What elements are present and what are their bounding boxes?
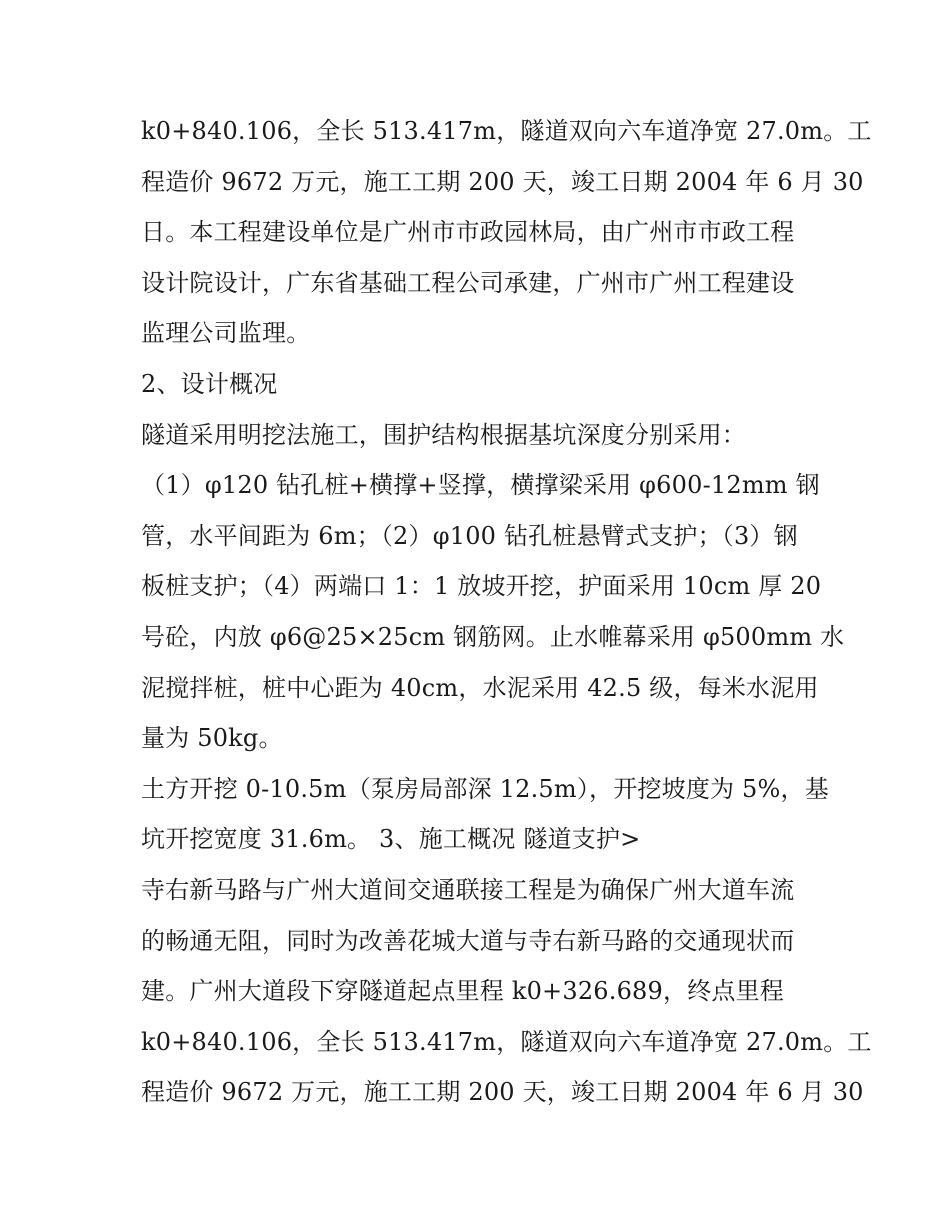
text-line: 建。广州大道段下穿隧道起点里程 k0+326.689，终点里程 bbox=[141, 977, 784, 1005]
text-line: 日。本工程建设单位是广州市市政园林局，由广州市市政工程 bbox=[141, 218, 795, 246]
text-line: 程造价 9672 万元，施工工期 200 天，竣工日期 2004 年 6 月 30 bbox=[141, 1078, 864, 1106]
text-line: 监理公司监理。 bbox=[141, 319, 311, 347]
text-line: 隧道采用明挖法施工，围护结构根据基坑深度分别采用： bbox=[141, 421, 746, 449]
section-heading: 2、设计概况 bbox=[141, 370, 278, 398]
text-line: k0+840.106，全长 513.417m，隧道双向六车道净宽 27.0m。工 bbox=[141, 117, 872, 145]
text-line: 土方开挖 0-10.5m（泵房局部深 12.5m），开挖坡度为 5%，基 bbox=[141, 775, 829, 803]
text-line: 号砼，内放 φ6@25×25cm 钢筋网。止水帷幕采用 φ500mm 水 bbox=[141, 623, 845, 651]
text-line: 板桩支护；（4）两端口 1：1 放坡开挖，护面采用 10cm 厚 20 bbox=[141, 572, 822, 600]
text-line: 管，水平间距为 6m；（2）φ100 钻孔桩悬臂式支护；（3）钢 bbox=[141, 522, 798, 550]
text-line: 寺右新马路与广州大道间交通联接工程是为确保广州大道车流 bbox=[141, 876, 795, 904]
text-line: （1）φ120 钻孔桩+横撑+竖撑，横撑梁采用 φ600-12mm 钢 bbox=[141, 471, 820, 499]
text-line: 泥搅拌桩，桩中心距为 40cm，水泥采用 42.5 级，每米水泥用 bbox=[141, 674, 819, 702]
text-line: 的畅通无阻，同时为改善花城大道与寺右新马路的交通现状而 bbox=[141, 927, 795, 955]
text-line: 设计院设计，广东省基础工程公司承建，广州市广州工程建设 bbox=[141, 269, 795, 297]
text-line: 坑开挖宽度 31.6m。 3、施工概况 隧道支护> bbox=[141, 825, 641, 853]
text-line: 量为 50kg。 bbox=[141, 724, 283, 752]
text-line: 程造价 9672 万元，施工工期 200 天，竣工日期 2004 年 6 月 30 bbox=[141, 168, 864, 196]
text-line: k0+840.106，全长 513.417m，隧道双向六车道净宽 27.0m。工 bbox=[141, 1028, 872, 1056]
